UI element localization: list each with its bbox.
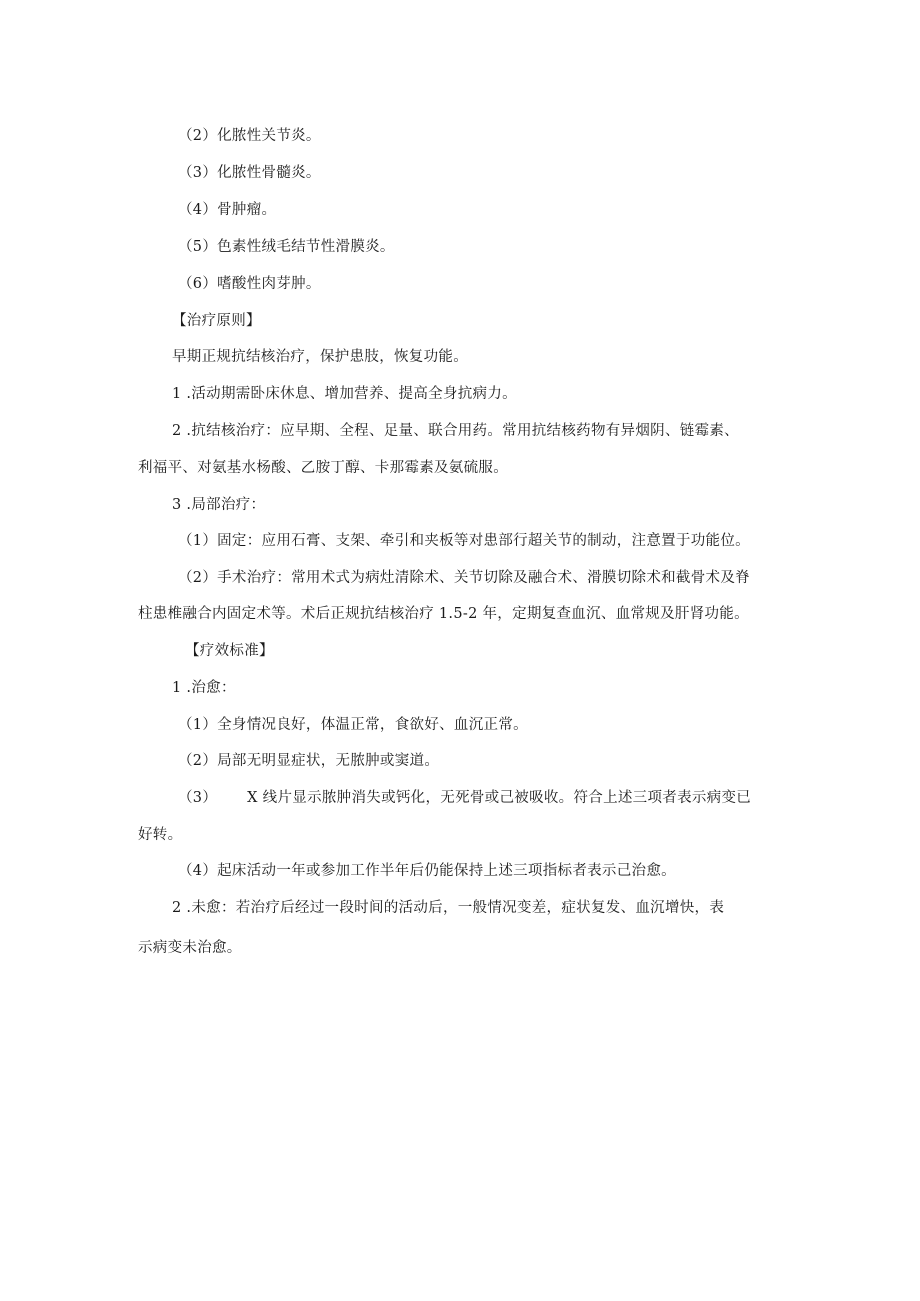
efficacy-criterion-2-line1: 2 .未愈：若治疗后经过一段时间的活动后，一般情况变差，症状复发、血沉增快，表 bbox=[172, 900, 725, 916]
efficacy-criterion-1-sub1: （1）全身情况良好，体温正常，食欲好、血沉正常。 bbox=[178, 717, 528, 733]
efficacy-criterion-1-sub3-number: （3） bbox=[178, 790, 218, 806]
treatment-intro: 早期正规抗结核治疗，保护患肢，恢复功能。 bbox=[172, 349, 468, 365]
efficacy-heading: 【疗效标准】 bbox=[185, 643, 274, 659]
efficacy-criterion-1-sub3-text: X 线片显示脓肿消失或钙化，无死骨或己被吸收。符合上述三项者表示病变已 bbox=[247, 790, 752, 806]
diff-item-4: （4）骨肿瘤。 bbox=[178, 202, 277, 218]
treatment-point-2-line1: 2 .抗结核治疗：应早期、全程、足量、联合用药。常用抗结核药物有异烟阴、链霉素、 bbox=[172, 423, 739, 439]
treatment-point-3-sub2-line2: 柱患椎融合内固定术等。术后正规抗结核治疗 1.5-2 年，定期复查血沉、血常规及肝肾功能。 bbox=[138, 606, 749, 622]
treatment-point-2-line2: 利福平、对氨基水杨酸、乙胺丁醇、卡那霉素及氨硫服。 bbox=[138, 460, 508, 476]
efficacy-criterion-1-sub3-line2: 好转。 bbox=[138, 827, 183, 843]
treatment-point-3-sub2-line1: （2）手术治疗：常用术式为病灶清除术、关节切除及融合术、滑膜切除术和截骨术及脊 bbox=[178, 570, 750, 586]
diff-item-2: （2）化脓性关节炎。 bbox=[178, 128, 321, 144]
efficacy-criterion-1: 1 .治愈： bbox=[172, 680, 236, 696]
efficacy-criterion-1-sub3-line1 bbox=[178, 788, 751, 808]
diff-item-6: （6）嗜酸性肉芽肿。 bbox=[178, 276, 321, 292]
treatment-heading: 【治疗原则】 bbox=[172, 313, 261, 329]
diff-item-3: （3）化脓性骨髓炎。 bbox=[178, 165, 321, 181]
efficacy-criterion-1-sub4: （4）起床活动一年或参加工作半年后仍能保持上述三项指标者表示己治愈。 bbox=[178, 863, 676, 879]
efficacy-criterion-1-sub2: （2）局部无明显症状，无脓肿或窦道。 bbox=[178, 753, 440, 769]
treatment-point-1: 1 .活动期需卧床休息、增加营养、提高全身抗病力。 bbox=[172, 386, 517, 402]
diff-item-5: （5）色素性绒毛结节性滑膜炎。 bbox=[178, 239, 395, 255]
efficacy-criterion-2-line2: 示病变未治愈。 bbox=[138, 940, 242, 956]
treatment-point-3-sub1: （1）固定：应用石膏、支架、牵引和夹板等对患部行超关节的制动，注意置于功能位。 bbox=[178, 533, 750, 549]
treatment-point-3: 3 .局部治疗： bbox=[172, 497, 266, 513]
